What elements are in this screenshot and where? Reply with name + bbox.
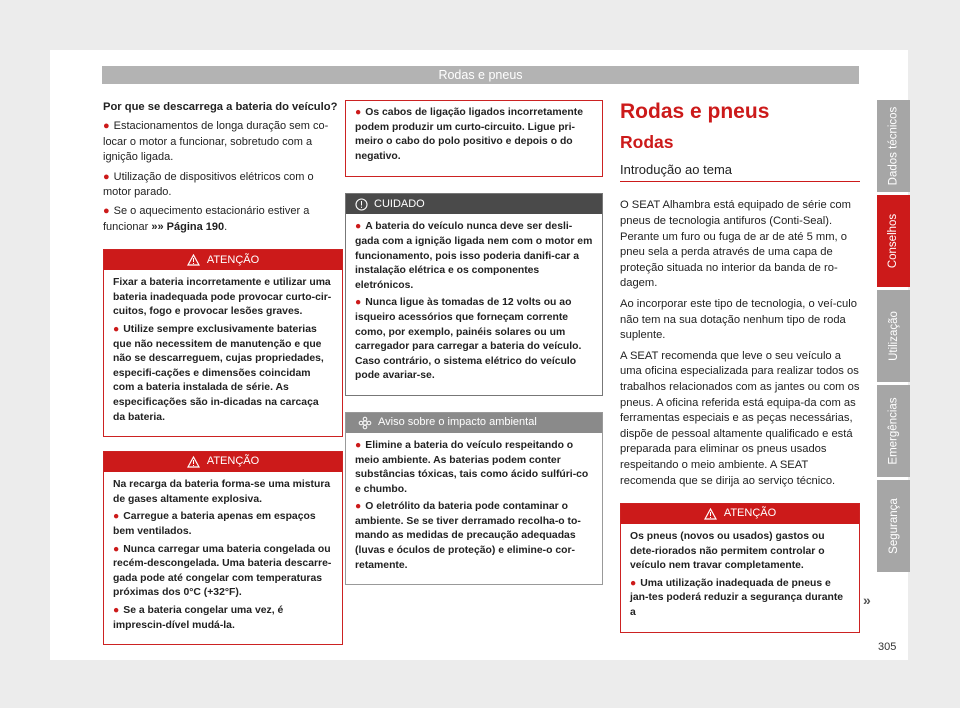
page-reference-link[interactable]: Página 190 — [166, 220, 225, 233]
bullet-icon: ● — [630, 577, 637, 589]
tab-conselhos[interactable]: Conselhos — [877, 195, 910, 287]
warning-header: ATENÇÃO — [104, 452, 342, 472]
page-number: 305 — [878, 641, 897, 653]
bullet-item: ● Estacionamentos de longa duração sem co-locar o motor a funcionar, sobretudo com a ignição ligada. — [103, 120, 329, 164]
column-3 — [620, 100, 860, 633]
bullet-item: ● Nunca carregar uma bateria congelada ou recém-descongelada. Uma bateria descarre-gada pode até congelar com temperaturas próximas dos 0°C (+32°F). — [113, 543, 332, 599]
bullet-item: ● Carregue a bateria apenas em espaços bem ventilados. — [113, 511, 316, 537]
bullet-icon: ● — [103, 170, 110, 183]
bullet-icon: ● — [355, 297, 362, 309]
caution-header: CUIDADO — [346, 194, 602, 214]
bullet-item: ● Elimine a bateria do veículo respeitando o meio ambiente. As baterias podem conter substâncias tóxicas, tais como ácido sulfúri-co e chumbo. — [355, 439, 589, 495]
page-ref-arrow: »» — [151, 220, 164, 233]
bullet-item: ● Utilização de dispositivos elétricos com o motor parado. — [103, 170, 314, 199]
warning-box — [103, 249, 343, 437]
running-header: Rodas e pneus — [102, 66, 859, 84]
bullet-icon: ● — [113, 324, 120, 336]
bullet-icon: ● — [103, 120, 110, 133]
paragraph: A SEAT recomenda que leve o seu veículo a uma oficina especializada para realizar todos os trabalhos relacionados com as jantes ou com os pneus. A oficina referida está equipa-da com as ferramentas especiais e as peças necessárias, dispõe de pessoal altamente qualificado e está preparada para eliminar os pneus usados respeitando o meio ambiente. A SEAT recomenda que se dirija ao serviço técnico. — [620, 349, 860, 487]
warning-body: Fixar a bateria incorretamente e utilizar uma bateria inadequada pode provocar curto-cir-cuitos, fogo e provocar lesões graves. ● Utilize sempre exclusivamente baterias que não necessitem de manutenção e que não se descarreguem, cujas propriedades, especifi-cações e dimensões coincidam com a bateria instalada de série. As especificações são in-dicadas na carcaça da bateria. — [104, 270, 342, 436]
continue-arrow-icon: » — [863, 592, 871, 608]
bullet-item: ● Utilize sempre exclusivamente baterias que não necessitem de manutenção e que não se descarreguem, cujas propriedades, especifi-cações e dimensões coincidam com a bateria instalada de série. As especificações são in-dicadas na carcaça da bateria. — [113, 324, 324, 423]
bullet-item: ● Se a bateria congelar uma vez, é imprescin-dível mudá-la. — [113, 604, 284, 631]
warning-header: ATENÇÃO — [621, 504, 859, 524]
tab-emergencias[interactable]: Emergências — [877, 385, 910, 477]
warning-triangle-icon — [187, 253, 201, 267]
paragraph: O SEAT Alhambra está equipado de série com pneus de tecnologia antifuros (Conti-Seal). Perante um furo ou fuga de ar de até 5 mm, o pneu sela a perda através de uma capa de proteção situada no interior da banda de ro-dagem. — [620, 199, 851, 290]
bullet-icon: ● — [355, 439, 362, 451]
side-tab-nav — [877, 100, 910, 575]
bullet-item: ● Uma utilização inadequada de pneus e jan-tes poderá reduzir a segurança durante a — [630, 577, 844, 619]
bullet-icon: ● — [113, 543, 120, 555]
warning-triangle-icon — [704, 507, 718, 521]
column-1 — [103, 100, 343, 645]
chapter-title: Rodas e pneus — [620, 100, 770, 123]
warning-box — [620, 503, 860, 633]
tab-dados-tecnicos[interactable]: Dados técnicos — [877, 100, 910, 192]
bullet-item: ● Nunca ligue às tomadas de 12 volts ou ao isqueiro acessórios que forneçam corrente como, por exemplo, painéis solares ou um carregador para carregar a bateria do veículo. Caso contrário, o sistema elétrico do veículo pode avariar-se. — [355, 297, 582, 382]
warning-body: Os pneus (novos ou usados) gastos ou dete-riorados não permitem controlar o veículo nem travar completamente. ● Uma utilização inadequada de pneus e jan-tes poderá reduzir a segurança durante a — [621, 524, 859, 632]
tab-seguranca[interactable]: Segurança — [877, 480, 910, 572]
warning-body: Na recarga da bateria forma-se uma mistura de gases altamente explosiva. ● Carregue a bateria apenas em espaços bem ventilados. ● Nunca carregar uma bateria congelada ou recém-descongelada. Uma bateria descarre-gada pode até congelar com temperaturas próximas dos 0°C (+32°F). ● Se a bateria congelar uma vez, é imprescin-dível mudá-la. — [104, 472, 342, 644]
warning-header: ATENÇÃO — [104, 250, 342, 270]
bullet-item: ● O eletrólito da bateria pode contaminar o ambiente. Se se tiver derramado recolha-o to-mando as medidas de precaução adequadas (luvas e óculos de proteção) e elimine-o cor-retamente. — [355, 501, 581, 571]
environment-notice-box — [345, 412, 603, 585]
environment-header: Aviso sobre o impacto ambiental — [346, 413, 602, 433]
bullet-item: ● Se o aquecimento estacionário estiver a funcionar »» Página 190. — [103, 205, 310, 233]
bullet-icon: ● — [355, 107, 362, 118]
tab-utilizacao[interactable]: Utilização — [877, 290, 910, 382]
section-title: Rodas — [620, 132, 674, 152]
caution-box — [345, 193, 603, 396]
bullet-icon: ● — [113, 511, 120, 523]
warning-continuation-box — [345, 100, 603, 177]
body-text — [620, 198, 860, 489]
paragraph: Ao incorporar este tipo de tecnologia, o veí-culo não tem na sua dotação nenhum tipo de roda suplente. — [620, 297, 857, 342]
caution-body — [346, 214, 602, 395]
bullet-icon: ● — [355, 221, 362, 233]
bullet-icon: ● — [113, 604, 120, 616]
column-2 — [345, 100, 603, 585]
bullet-icon: ● — [103, 205, 110, 218]
environment-flower-icon — [358, 416, 372, 430]
info-circle-icon — [354, 197, 368, 211]
subsection-title: Introdução ao tema — [620, 162, 860, 182]
warning-box — [103, 451, 343, 645]
environment-body — [346, 433, 602, 584]
bullet-icon: ● — [355, 501, 362, 513]
bullet-item: ● A bateria do veículo nunca deve ser desli-gada com a ignição ligada nem com o motor em funcionamento, pois isso poderia danifi-car a instalação elétrica e os componentes eletrónicos. — [355, 221, 593, 291]
bullet-item: ● Os cabos de ligação ligados incorretamente podem produzir um curto-circuito. Ligue pri-meiro o cabo do polo positivo e depois o do negativo. — [355, 107, 583, 162]
question-heading: Por que se descarrega a bateria do veículo? — [103, 101, 338, 113]
warning-triangle-icon — [187, 455, 201, 469]
